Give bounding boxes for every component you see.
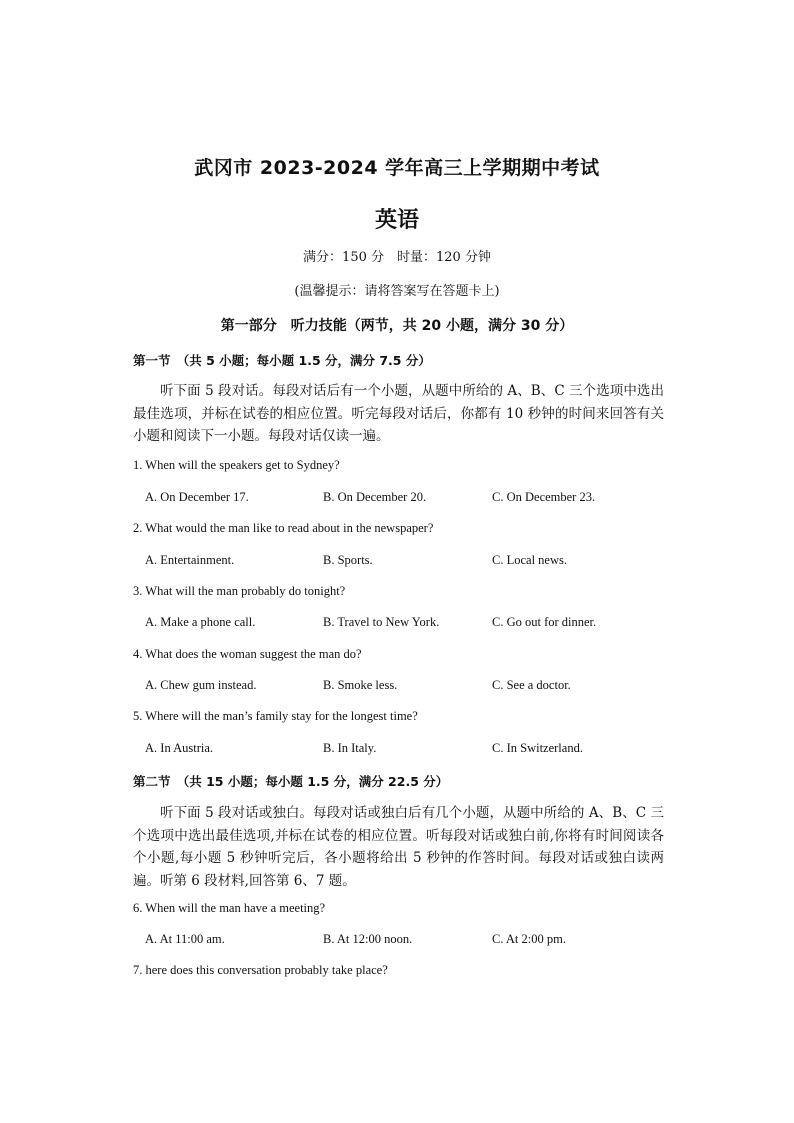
score-time: 满分：150 分 时量：120 分钟 xyxy=(303,250,491,265)
question-2-option-a: A. Entertainment. xyxy=(145,553,235,567)
exam-subject: 英语 xyxy=(374,208,419,233)
question-5-option-c: C. In Switzerland. xyxy=(492,741,583,755)
question-5-option-a: A. In Austria. xyxy=(145,741,214,755)
question-6: 6. When will the man have a meeting? xyxy=(133,901,326,915)
question-1-option-c: C. On December 23. xyxy=(492,490,596,504)
question-5-option-b: B. In Italy. xyxy=(323,741,377,755)
question-2-option-b: B. Sports. xyxy=(323,553,373,567)
section2-instructions: 听下面 5 段对话或独白。每段对话或独白后有几个小题，从题中所给的 A、B、C 三个选项中选出最佳选项,并标在试卷的相应位置。听每段对话或独白前,你将有时间阅读各个小题,每小题 5 秒钟听完后，各小题将给出 5 秒钟的作答时间。每段对话或独白读两遍。听第 6 段材料,回答第 6、7 题。 xyxy=(133,805,664,889)
question-5: 5. Where will the man’s family stay for the longest time? xyxy=(133,709,418,723)
question-3: 3. What will the man probably do tonight? xyxy=(133,584,346,598)
question-2-option-c: C. Local news. xyxy=(492,553,567,567)
notice: (温馨提示：请将答案写在答题卡上) xyxy=(294,284,500,299)
question-4-option-b: B. Smoke less. xyxy=(323,678,398,692)
part-heading: 第一部分 听力技能（两节，共 20 小题，满分 30 分） xyxy=(220,318,574,334)
question-6-option-b: B. At 12:00 noon. xyxy=(323,932,413,946)
question-4: 4. What does the woman suggest the man do? xyxy=(133,647,362,661)
section2-heading: 第二节 （共 15 小题；每小题 1.5 分，满分 22.5 分） xyxy=(133,774,449,789)
section1-heading: 第一节 （共 5 小题；每小题 1.5 分，满分 7.5 分） xyxy=(133,353,431,368)
question-3-option-a: A. Make a phone call. xyxy=(145,615,256,629)
question-1-option-b: B. On December 20. xyxy=(323,490,427,504)
section1-instructions: 听下面 5 段对话。每段对话后有一个小题，从题中所给的 A、B、C 三个选项中选出最佳选项，并标在试卷的相应位置。听完每段对话后，你都有 10 秒钟的时间来回答有关小题和阅读下一小题。每段对话仅读一遍。 xyxy=(133,383,664,444)
question-7: 7. here does this conversation probably take place? xyxy=(133,963,388,977)
question-6-option-a: A. At 11:00 am. xyxy=(145,932,225,946)
exam-title: 武冈市 2023-2024 学年高三上学期期中考试 xyxy=(194,157,600,179)
question-4-option-c: C. See a doctor. xyxy=(492,678,571,692)
question-1-option-a: A. On December 17. xyxy=(145,490,249,504)
question-3-option-c: C. Go out for dinner. xyxy=(492,615,597,629)
question-1: 1. When will the speakers get to Sydney? xyxy=(133,458,340,472)
question-6-option-c: C. At 2:00 pm. xyxy=(492,932,566,946)
question-3-option-b: B. Travel to New York. xyxy=(323,615,440,629)
question-4-option-a: A. Chew gum instead. xyxy=(145,678,257,692)
question-2: 2. What would the man like to read about in the newspaper? xyxy=(133,521,434,535)
